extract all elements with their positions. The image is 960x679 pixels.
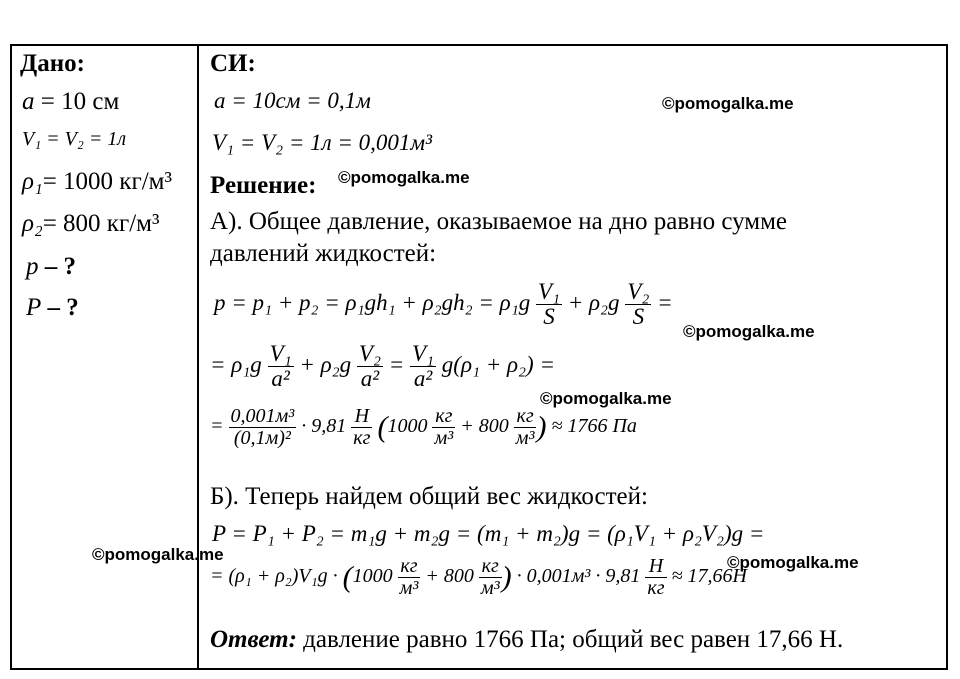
given-a: a = 10 см (22, 88, 120, 115)
watermark: ©pomogalka.me (338, 168, 470, 187)
fraction: $\frac{Н}{кг}$ (353, 405, 371, 449)
fraction: $\frac{кг}{\text{м³}}$ (480, 555, 500, 599)
watermark: ©pomogalka.me (662, 94, 794, 113)
watermark: ©pomogalka.me (540, 389, 672, 408)
solution-title: Решение: (210, 172, 317, 199)
fraction: $\frac{\text{V₁}}{\text{a²}}$ (412, 341, 435, 392)
si-title: СИ: (210, 50, 256, 77)
unknown-p: p – ? (26, 253, 76, 280)
fraction: $\frac{\text{V₁}}{\text{a²}}$ (269, 341, 292, 392)
equation-2: = ρ₁g $\frac{\text{V₁}}{\text{a²}}$ + ρ₂g $\frac{\text{V₂}}{\text{a²}}$ = $\frac{\text{V₁}}{\text{a²}}$ g(ρ₁ + ρ₂) = (210, 341, 555, 392)
fraction: $\frac{Н}{кг}$ (647, 555, 665, 599)
column-divider (197, 44, 199, 670)
equation-5: = (ρ₁ + ρ₂)V₁g · (1000 $\frac{кг}{\text{м³}}$ + 800 $\frac{кг}{\text{м³}}$ ) · 0,001м³ · 9,81 $\frac{Н}{кг}$ ≈ 17,66Н (210, 555, 747, 599)
si-line-2: V₁ = V₂ = 1л = 0,001м³ (212, 130, 433, 155)
part-a-text-1: А). Общее давление, оказываемое на дно равно сумме (210, 208, 788, 235)
fraction: $\frac{\text{0,001м³}}{\text{(0,1м)²}}$ (230, 405, 295, 449)
fraction: $\frac{кг}{\text{м³}}$ (399, 555, 419, 599)
fraction: $\frac{кг}{\text{м³}}$ (515, 405, 535, 449)
si-line-1: a = 10см = 0,1м (214, 88, 371, 113)
given-rho2: ρ₂= 800 кг/м³ (22, 210, 160, 237)
given-volumes: V₁ = V₂ = 1л (22, 128, 127, 150)
fraction: $\frac{\text{V₂}}{S}$ (627, 279, 650, 330)
equation-1: p = p₁ + p₂ = ρ₁gh₁ + ρ₂gh₂ = ρ₁g $\frac{\text{V₁}}{S}$ + ρ₂g $\frac{\text{V₂}}{S}$ = (214, 279, 673, 330)
answer-line: Ответ: давление равно 1766 Па; общий вес равен 17,66 Н. (210, 626, 844, 653)
fraction: $\frac{\text{V₁}}{S}$ (537, 279, 560, 330)
part-b-text: Б). Теперь найдем общий вес жидкостей: (210, 483, 648, 510)
watermark: ©pomogalka.me (727, 553, 859, 572)
fraction: $\frac{\text{V₂}}{\text{a²}}$ (358, 341, 381, 392)
watermark: ©pomogalka.me (92, 545, 224, 564)
watermark: ©pomogalka.me (683, 322, 815, 341)
equation-4: P = P₁ + P₂ = m₁g + m₂g = (m₁ + m₂)g = (ρ₁V₁ + ρ₂V₂)g = (212, 521, 765, 546)
fraction: $\frac{кг}{\text{м³}}$ (434, 405, 454, 449)
equation-3: = $\frac{\text{0,001м³}}{\text{(0,1м)²}}$ · 9,81 $\frac{Н}{кг}$ (1000 $\frac{кг}{\text{м³}}$ + 800 $\frac{кг}{\text{м³}}$ ) ≈ 1766 Па (210, 405, 637, 449)
given-title: Дано: (20, 50, 85, 77)
part-a-text-2: давлений жидкостей: (210, 240, 437, 267)
given-rho1: ρ₁= 1000 кг/м³ (22, 168, 172, 195)
unknown-P: P – ? (26, 294, 79, 321)
